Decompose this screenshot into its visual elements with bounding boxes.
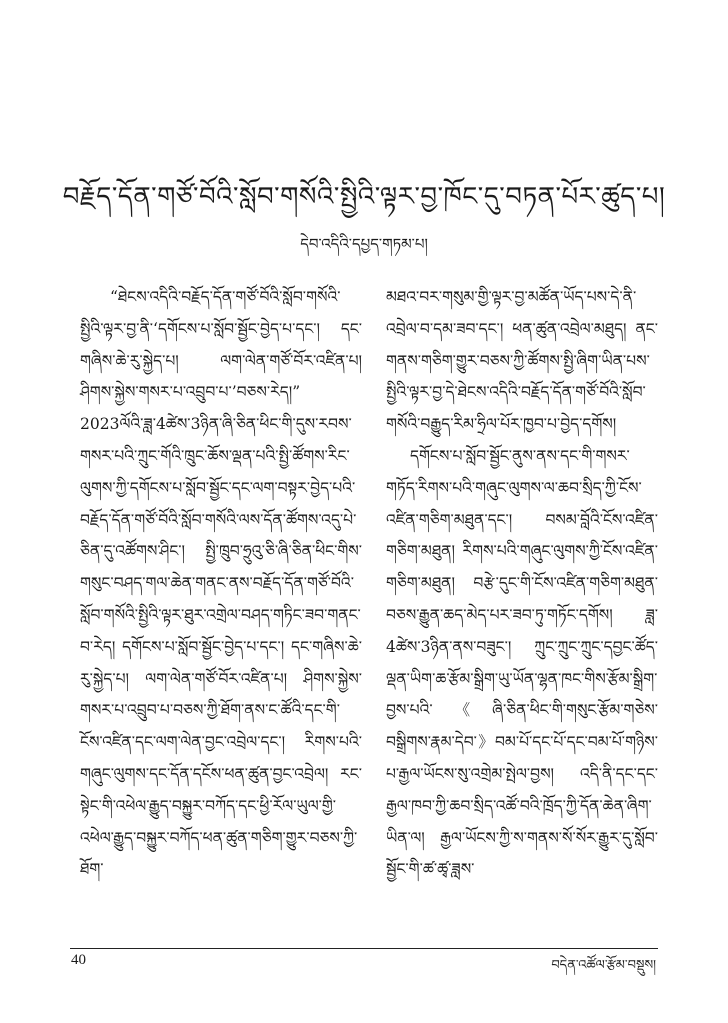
right-column xyxy=(386,282,658,886)
left-column xyxy=(80,282,362,886)
journal-name: བདེན་འཚོལ་རྩོམ་བསྡུས། xyxy=(551,958,656,973)
footer-rule xyxy=(70,948,658,949)
article-title: བརྗོད་དོན་གཙོ་བོའི་སློབ་གསོའི་སྤྱིའི་ལྟར་བྱ་ཁོང་དུ་བཏན་པོར་ཚུད་པ། xyxy=(62,182,666,212)
article-author: དེབ་འདིའི་དཔྱད་གཏམ་པ། xyxy=(300,235,428,253)
left-paragraph: “ཐེངས་འདིའི་བརྗོད་དོན་གཙོ་བོའི་སློབ་གསོའི་སྤྱིའི་ལྟར་བྱ་ནི་‘དགོངས་པ་སློབ་སྦྱོང་བྱེད་པ་དང་། དང་གཞིས་ཆེ་རུ་སྐྱེད་པ། ལག་ལེན་གཙོ་བོར་འཛིན་པ། ཤིགས་སྐྱེས་གསར་པ་འབྲུབ་པ་’བཅས་རེད།” 2023ལོའི་ཟླ་4ཚེས་3ཉིན་ཞི་ཅིན་ཕིང་གི་དུས་རབས་གསར་པའི་ཀྲུང་གོའི་ཁྲུང་ཆོས་ལྡན་པའི་སྤྱི་ཚོགས་རིང་ལུགས་ཀྱི་དགོངས་པ་སློབ་སྦྱོང་དང་ལག་བསྟར་བྱེད་པའི་བརྗོད་དོན་གཙོ་བོའི་སློབ་གསོའི་ལས་དོན་ཚོགས་འདུ་པེ་ཅིན་དུ་འཚོགས་ཤིང་། སྤྱི་ཁྲུབ་ཧྲུའུ་ཅི་ཞི་ཅིན་ཕིང་གིས་གསུང་བཤད་གལ་ཆེན་གནང་ནས་བརྗོད་དོན་གཙོ་བོའི་སློབ་གསོའི་སྤྱིའི་ལྟར་ཐུར་འགྲེལ་བཤད་གཏིང་ཟབ་གནང་བ་རེད། དགོངས་པ་སློབ་སྦྱོང་བྱེད་པ་དང་། དང་གཞིས་ཆེ་རུ་སྐྱེད་པ། ལག་ལེན་གཙོ་བོར་འཛིན་པ། ཤིགས་སྐྱེས་གསར་པ་འབྲུབ་པ་བཅས་ཀྱི་ཐོག་ནས་ང་ཚོའི་དང་གི་ངོས་འཛིན་དང་ལག་ལེན་བྱང་འབྲེལ་དང་། རིགས་པའི་གཞུང་ལུགས་དང་དོན་དངོས་ཕན་ཚུན་བྱང་འབྲེལ། རང་སྟེང་གི་འཕེལ་རྒྱུད་བསྐྱུར་བཀོད་དང་ཕྱི་རོལ་ཡུལ་གྱི་འཕེལ་རྒྱུད་བསྐྱུར་བཀོད་ཕན་ཚུན་གཅིག་གྱུར་བཅས་ཀྱི་ཐོག་ xyxy=(80,288,362,879)
page-number: 40 xyxy=(71,952,86,968)
right-paragraph: དགོངས་པ་སློབ་སྦྱོང་ནུས་ནས་དང་གི་གསར་གཏོད་རིགས་པའི་གཞུང་ལུགས་ལ་ཆབ་སྲིད་ཀྱི་ངོས་འཛིན་གཅིག་མཐུན་དང་། བསམ་བློའི་ངོས་འཛིན་གཅིག་མཐུན། རིགས་པའི་གཞུང་ལུགས་ཀྱི་ངོས་འཛིན་གཅིག་མཐུན། བརྩེ་དུང་གི་ངོས་འཛིན་གཅིག་མཐུན་བཅས་རྒྱུན་ཆད་མེད་པར་ཟབ་ཏུ་གཏོང་དགོས། ཟླ་4ཚེས་3ཉིན་ནས་བཟུང་། ཀྲུང་ཀྲུང་ཀྲུང་དབྱང་ཚོད་ལྡན་ཡིག་ཆ་རྩོམ་སྒྲིག་ཡུ་ཡོན་ལྷན་ཁང་གིས་རྩོམ་སྒྲིག་བྱས་པའི་《ཞི་ཅིན་ཕིང་གི་གསུང་རྩོམ་གཅེས་བསྒྲིགས་རྣམ་དེབ་》བམ་པོ་དང་པོ་དང་བམ་པོ་གཉིས་པ་རྒྱལ་ཡོངས་སུ་འགྲེམ་སྤེལ་བྱས། འདི་ནི་དང་དང་རྒྱལ་ཁབ་ཀྱི་ཆབ་སྲིད་འཚོ་བའི་ཁྲོད་ཀྱི་དོན་ཆེན་ཞིག་ཡིན་ལ། རྒྱལ་ཡོངས་ཀྱི་ས་གནས་སོ་སོར་རྒྱུར་དུ་སློབ་སྦྱོང་གི་ཚ་ཚྭ་ཟླས་ xyxy=(386,446,658,879)
right-paragraph: མཐའ་བར་གསུམ་གྱི་ལྟར་བྱ་མཚོན་ཡོད་པས་དེ་ནི་འབྲེལ་བ་དམ་ཟབ་དང་། ཕན་ཚུན་འབྲེལ་མཐུད། ནང་གནས་གཅིག་གྱུར་བཅས་ཀྱི་ཚོགས་སྤྱི་ཞིག་ཡིན་པས་སྤྱིའི་ལྟར་བྱ་དེ་ཐེངས་འདིའི་བརྗོད་དོན་གཙོ་བོའི་སློབ་གསོའི་བརྒྱུད་རིམ་ཧྲིལ་པོར་ཁྱབ་པ་བྱེད་དགོས། xyxy=(386,288,658,434)
